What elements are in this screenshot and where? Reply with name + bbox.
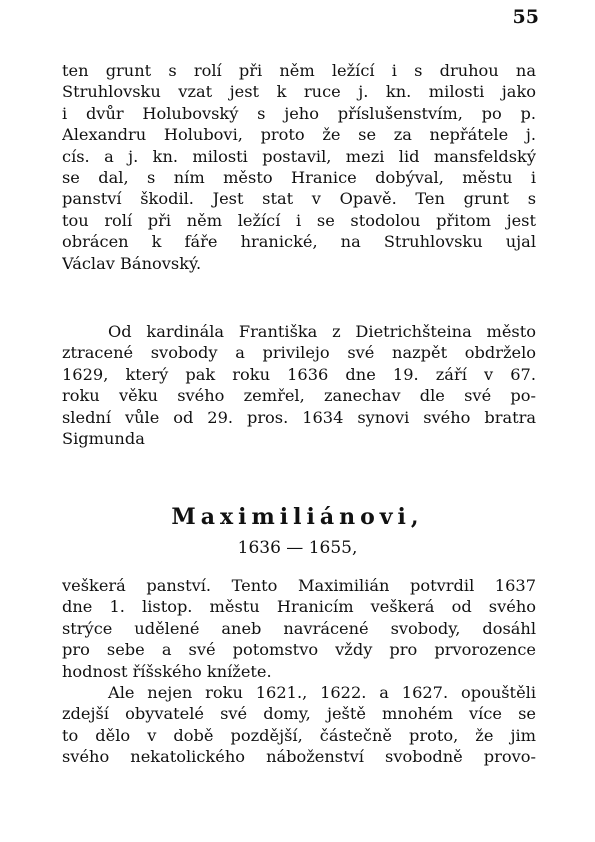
text-line: zdejší obyvatelé své domy, ještě mnohém více se <box>62 704 536 724</box>
text-line: Sigmunda <box>62 428 145 448</box>
section-heading: Maximiliánovi, <box>171 504 424 530</box>
text-line: Od kardinála Františka z Dietrichšteina město <box>108 322 536 341</box>
text-line: pro sebe a své potomstvo vždy pro prvorozence <box>62 640 536 660</box>
text-line: to dělo v době pozdější, částečně proto, že jim <box>62 725 536 745</box>
text-line: veškerá panství. Tento Maximilián potvrdil 1637 <box>62 576 536 595</box>
text-line: cís. a j. kn. milosti postavil, mezi lid mansfeldský <box>62 146 536 166</box>
text-line: obrácen k fáře hranické, na Struhlovsku ujal <box>62 232 536 252</box>
paragraph-2 <box>62 321 536 449</box>
text-line: tou rolí při něm ležící i se stodolou přitom jest <box>62 210 536 230</box>
text-line: roku věku svého zemřel, zanechav dle své po- <box>62 386 536 406</box>
text-block-lower <box>62 575 536 768</box>
text-line: se dal, s ním město Hranice dobýval, městu i <box>62 167 536 187</box>
text-line: 1629, který pak roku 1636 dne 19. září v 67. <box>62 364 536 384</box>
text-line: i dvůr Holubovský s jeho příslušenstvím, po p. <box>62 103 536 123</box>
text-line: ten grunt s rolí při něm ležící i s druhou na <box>62 61 536 80</box>
paragraph-4 <box>62 682 536 768</box>
text-line: panství škodil. Jest stat v Opavě. Ten grunt s <box>62 189 536 209</box>
paragraph-1 <box>62 60 536 274</box>
text-line: strýce udělené aneb navrácené svobody, dosáhl <box>62 618 536 638</box>
text-line: Václav Bánovský. <box>62 253 202 273</box>
text-line: Ale nejen roku 1621., 1622. a 1627. opouštěli <box>108 682 536 702</box>
text-block-middle <box>62 321 536 449</box>
text-line: Struhlovsku vzat jest k ruce j. kn. milosti jako <box>62 82 536 102</box>
text-line: svého nekatolického náboženství svobodně provo- <box>62 747 536 767</box>
text-line: hodnost říšského knížete. <box>62 661 272 681</box>
paragraph-3 <box>62 575 536 682</box>
text-line: ztracené svobody a privilejo své nazpět obdrželo <box>62 343 536 363</box>
text-line: dne 1. listop. městu Hranicím veškerá od svého <box>62 597 536 617</box>
section-years: 1636 — 1655, <box>237 538 358 558</box>
text-block-upper <box>62 60 536 274</box>
text-line: Alexandru Holubovi, proto že se za nepřátele j. <box>62 125 536 145</box>
text-line: slední vůle od 29. pros. 1634 synovi svého bratra <box>62 407 536 427</box>
page-number: 55 <box>512 6 539 28</box>
